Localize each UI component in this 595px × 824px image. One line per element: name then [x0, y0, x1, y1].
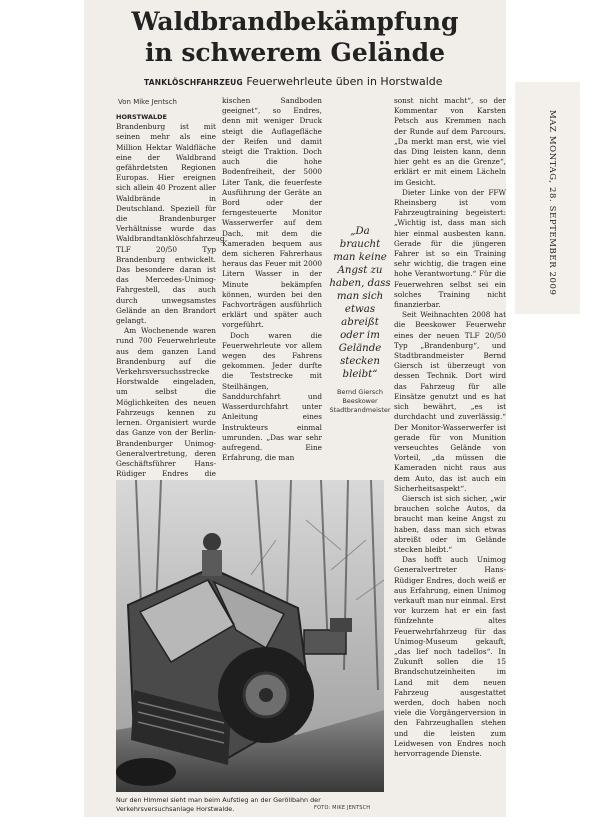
paragraph: sonst nicht macht“, so der Kommentar von Karsten Petsch aus Kremmen nach der Runde auf dem Parcours. „Da merkt man erst, wie viel das Ding leisten kann, denn hier geht es an die Grenze“, erklärt er mit einem Lächeln im Gesicht. [394, 96, 506, 187]
quote-name: Bernd Giersch [337, 388, 383, 396]
date-stamp: MAZ MONTAG, 28. SEPTEMBER 2009 [547, 110, 557, 296]
quote-role: Beeskower [342, 397, 378, 405]
paragraph: Das hofft auch Unimog Generalvertreter Hans-Rüdiger Endres, doch weiß er aus Erfahrung, einen Unimog verkauft man nur einmal. Erst vor kurzem hat er ein fast fünfzehnte altes Feuerwehrfahrzeug für das Unimog-Museum gekauft, „das lief noch tadellos“. In Zukunft sollen die 15 Brandschutzeinheiten im Land mit dem neuen Fahrzeug ausgestattet werden, doch haben noch viele die Vorgängerversion in den Fahrzeughallen stehen und die leisten zum Leidwesen von Endres noch hervorragende Dienste. [394, 555, 506, 758]
headline-line-1: Waldbrandbekämpfung [131, 7, 459, 36]
newspaper-clipping [84, 0, 506, 817]
quote-role: Stadtbrandmeister [329, 406, 391, 414]
paragraph: Seit Weihnachten 2008 hat die Beeskower Feuerwehr eines der neuen TLF 20/50 Typ „Brandenburg“, und Stadtbrandmeister Bernd Giersch ist überzeugt von dessen Technik. Dort wird das Fahrzeug für alle Einsätze genutzt und es hat sich bewährt, „es ist durchdacht und zuverlässig.“ Der Monitor-Wasserwerfer ist gerade für von Munition verseuchtes Gelände von Vorteil, „da müssen die Kameraden nicht raus aus dem Auto, das ist auch ein Sicherheitsaspekt“. [394, 310, 506, 493]
paragraph: kischen Sandboden geeignet“, so Endres, denn mit weniger Druck steigt die Auflagefläche der Reifen und damit steigt die Traktion. Doch auch die hohe Bodenfreiheit, der 5000 Liter Tank, die feuerfeste Ausführung der Geräte an Bord oder der ferngesteuerte Monitor Wasserwerfer auf dem Dach, mit dem die Kameraden bequem aus dem sicheren Fahrerhaus heraus das Feuer mit 2000 Litern Wasser in der Minute bekämpfen können, wurden bei den Fachvorträgen ausführlich erklärt und später auch vorgeführt. [222, 96, 322, 330]
author-byline: Von Mike Jentsch [118, 98, 177, 106]
kicker-label: TANKLÖSCHFAHRZEUG [144, 78, 243, 87]
kicker-text: Feuerwehrleute üben in Horstwalde [246, 75, 443, 88]
text-column-1 [116, 112, 225, 479]
photo-credit: FOTO: MIKE JENTSCH [314, 805, 371, 811]
pull-quote-text: „Da braucht man keine Angst zu haben, dass man sich etwas abreißt oder im Gelände stecken bleibt“ [329, 226, 391, 380]
pull-quote [329, 225, 391, 415]
kicker [144, 75, 504, 88]
text-column-3 [394, 96, 506, 816]
paragraph: Am Wochenende waren rund 700 Feuerwehrleute aus dem ganzen Land Brandenburg auf die Verkehrsversuchsstrecke Horstwalde eingeladen, um selbst die Möglichkeiten des neuen Fahrzeugs kennen zu lernen. Organisiert wurde das Ganze von der Berlin-Brandenburger Unimog-Generalvertretung, deren Geschäftsführer Hans-Rüdiger Endres die [116, 326, 216, 479]
headline [84, 6, 506, 68]
headline-line-2: in schwerem Gelände [144, 38, 446, 67]
unimog-photo [116, 480, 384, 792]
paragraph: Dieter Linke von der FFW Rheinsberg ist vom Fahrzeugtraining begeistert: „Wichtig ist, dass man sich hier einmal ausbesten kann. Gerade für die jüngeren Fahrer ist so ein Training sehr wichtig, die tragen eine hohe Verantwortung.“ Für die Feuerwehren selbst sei ein solches Training nicht finanzierbar. [394, 187, 506, 310]
paragraph: Giersch ist sich sicher, „wir brauchen solche Autos, da braucht man keine Angst zu haben, dass man sich etwas abreißt oder im Gelände stecken bleibt.“ [394, 493, 506, 554]
pull-quote-attribution [329, 388, 391, 415]
text-column-2 [222, 96, 322, 476]
paragraph: HORSTWALDE Brandenburg ist mit seinen mehr als eine Million Hektar Waldfläche eine der Waldbrand gefährdetsten Regionen Europas. Hier ereignen sich allein 40 Prozent aller Waldbrände in Deutschland. Speziell für die Brandenburger Verhältnisse wurde das Waldbrandtanklöschfahrzeug TLF 20/50 Typ Brandenburg entwickelt. Das besondere daran ist das Mercedes-Unimog-Fahrgestell, das auch durch unwegsamstes Gelände an den Brandort gelangt. [116, 113, 225, 326]
photo-caption: Nur den Himmel sieht man beim Aufstieg an der Geröllbahn der Verkehrsversuchsanlage Horstwalde. [116, 796, 321, 813]
paragraph: Doch waren die Feuerwehrleute vor allem wegen des Fahrens gekommen. Jeder durfte die Teststrecke mit Steilhängen, Sanddurchfahrt und Wasserdurchfahrt unter Anleitung eines Instrukteurs einmal umrunden. „Das war sehr aufregend. Eine Erfahrung, die man [222, 330, 322, 463]
dateline: HORSTWALDE [116, 113, 167, 121]
